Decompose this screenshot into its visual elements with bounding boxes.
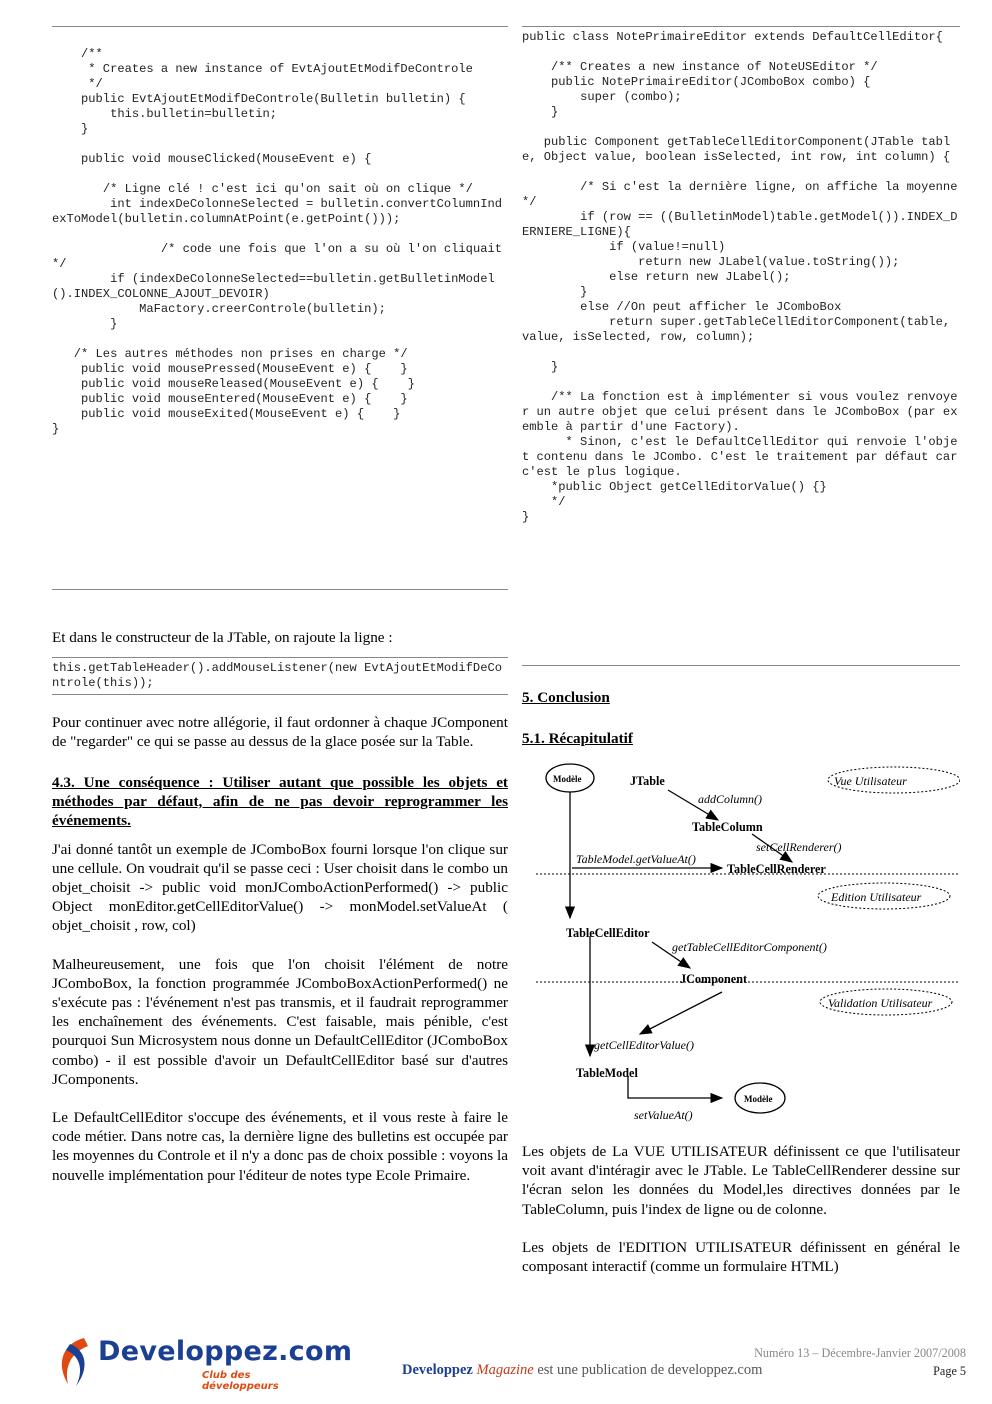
label-get-cell-editor-value: getCellEditorValue(): [594, 1038, 694, 1052]
developpez-logo: [50, 1334, 353, 1392]
label-edition-utilisateur: Edition Utilisateur: [831, 890, 922, 904]
label-jtable: JTable: [630, 774, 665, 788]
paragraph-constructor: Et dans le constructeur de la JTable, on rajoute la ligne :: [52, 629, 393, 646]
paragraph-malheureusement: Malheureusement, une fois que l'on choisit l'élément de notre JComboBox, la fonction programmée JComboBoxActionPerformed() ne s'exécute pas : l'événement n'est pas transmis, et il faudrait reprogrammer les enchaînement des événements. C'est faisable, mais pénible, c'est pourquoi Sun Microsystem nous donne un DefaultCellEditor (JComboBox combo) - il est possible d'avoir un DefaultCellEditor basé sur d'autres JComponents.: [52, 955, 508, 1088]
left-column: [52, 26, 508, 1185]
pub-rest: est une publication de developpez.com: [537, 1362, 763, 1378]
page-number: Page 5: [933, 1364, 966, 1378]
paragraph-exemple: J'ai donné tantôt un exemple de JComboBox fourni lorsque l'on clique sur une cellule. On voudrait qu'il se passe ceci : User choisit dans le combo un objet_choisit -> public void monJComboActionPerformed() -> public Object monEditor.getCellEditorValue() -> monModel.setValueAt ( objet_choisit , row, col): [52, 840, 508, 935]
section-heading-4-3: 4.3. Une conséquence : Utiliser autant que possible les objets et méthodes par défaut, afin de ne pas devoir reprogrammer les événements.: [52, 773, 508, 829]
label-modele-top: Modèle: [553, 774, 582, 784]
paragraph-vue-utilisateur: Les objets de La VUE UTILISATEUR définissent ce que l'utilisateur voit avant d'intéragir avec le JTable. Le TableCellRenderer dessine sur l'écran selon les données du Model,les directives données par le TableColumn, puis l'index de ligne ou de colonne.: [522, 1143, 960, 1218]
logo-tagline: Club des développeurs: [202, 1370, 279, 1392]
paragraph-edition-utilisateur: Les objets de l'EDITION UTILISATEUR définissent en général le composant interactif (comme un formulaire HTML): [522, 1238, 960, 1276]
pub-brand: Developpez: [402, 1362, 473, 1378]
label-get-value-at: TableModel.getValueAt(): [576, 852, 696, 866]
issue-number: Numéro 13 – Décembre-Janvier 2007/2008: [754, 1346, 966, 1360]
label-table-cell-editor: TableCellEditor: [566, 926, 650, 940]
label-validation-utilisateur: Validation Utilisateur: [828, 996, 933, 1010]
right-column: [522, 26, 960, 1276]
arrow-tablemodel-modele: [628, 1076, 722, 1098]
label-table-model: TableModel: [576, 1066, 638, 1080]
label-jcomponent: JComponent: [680, 972, 748, 986]
pub-magazine: Magazine: [476, 1362, 534, 1378]
label-modele-bottom: Modèle: [744, 1094, 773, 1104]
code-listing: public class NotePrimaireEditor extends DefaultCellEditor{ /** Creates a new instance of NoteUSEditor */ public NotePrimaireEditor(JComboBox combo) { super (combo); } public Component getTableCellEditorComponent(JTable table, Object value, boolean isSelected, int row, int column) { /* Si c'est la dernière ligne, on affiche la moyenne */ if (row == ((BulletinModel)table.getModel()).INDEX_DERNIERE_LIGNE){ if (value!=null) return new JLabel(value.toString()); else return new JLabel(); } else //On peut afficher le JComboBox return super.getTableCellEditorComponent(table, value, isSelected, row, column); } /** La fonction est à implémenter si vous voulez renvoyer un autre objet que celui présent dans le JComboBox (par exemble à partir d'une Factory). * Sinon, c'est le DefaultCellEditor qui renvoie l'objet contenu dans le JCombo. C'est le traitement par défaut car c'est le plus logique. *public Object getCellEditorValue() {} */ }: [522, 30, 958, 524]
jtable-flow-diagram: [522, 756, 960, 1128]
logo-swoosh-icon: [54, 1334, 100, 1390]
paragraph-allegorie: Pour continuer avec notre allégorie, il faut ordonner à chaque JComponent de "regarder" ce qui se passe au dessus de la glace posée sur la Table.: [52, 714, 508, 751]
arrow-component-model: [640, 992, 722, 1034]
label-table-cell-renderer: TableCellRenderer: [727, 862, 826, 876]
section-heading-5: 5. Conclusion: [522, 689, 610, 706]
label-set-value-at: setValueAt(): [634, 1108, 693, 1122]
code-listing: /** * Creates a new instance of EvtAjoutEtModifDeControle */ public EvtAjoutEtModifDeControle(Bulletin bulletin) { this.bulletin=bulletin; } public void mouseClicked(MouseEvent e) { /* Ligne clé ! c'est ici qu'on sait où on clique */ int indexDeColonneSelected = bulletin.convertColumnIndexToModel(bulletin.columnAtPoint(e.getPoint())); /* code une fois que l'on a su où l'on cliquait */ if (indexDeColonneSelected==bulletin.getBulletinModel().INDEX_COLONNE_AJOUT_DEVOIR) MaFactory.creerControle(bulletin); } /* Les autres méthodes non prises en charge */ public void mousePressed(MouseEvent e) { } public void mouseReleased(MouseEvent e) { } public void mouseEntered(MouseEvent e) { } public void mouseExited(MouseEvent e) { } }: [52, 47, 502, 436]
code-listing: this.getTableHeader().addMouseListener(new EvtAjoutEtModifDeControle(this));: [52, 661, 502, 691]
section-heading-5-1: 5.1. Récapitulatif: [522, 730, 633, 747]
logo-wordmark: Developpez.com: [98, 1336, 353, 1367]
paragraph-default-cell-editor: Le DefaultCellEditor s'occupe des événements, et il vous reste à faire le code métier. Dans notre cas, la dernière ligne des bulletins est occupée par les moyennes du Controle et il n'y a donc pas de choix possible : voyons la nouvelle implémentation pour l'éditeur de notes type Ecole Primaire.: [52, 1109, 508, 1184]
label-add-column: addColumn(): [698, 792, 762, 806]
label-table-column: TableColumn: [692, 820, 763, 834]
code-block-note-primaire-editor: [522, 26, 960, 666]
label-vue-utilisateur: Vue Utilisateur: [834, 774, 907, 788]
code-block-table-header: [52, 657, 508, 695]
page-footer: [0, 1328, 992, 1398]
publication-line: [402, 1362, 762, 1379]
code-block-mouse-listener: [52, 26, 508, 590]
label-set-cell-renderer: setCellRenderer(): [756, 840, 842, 854]
label-get-editor-component: getTableCellEditorComponent(): [672, 940, 827, 954]
